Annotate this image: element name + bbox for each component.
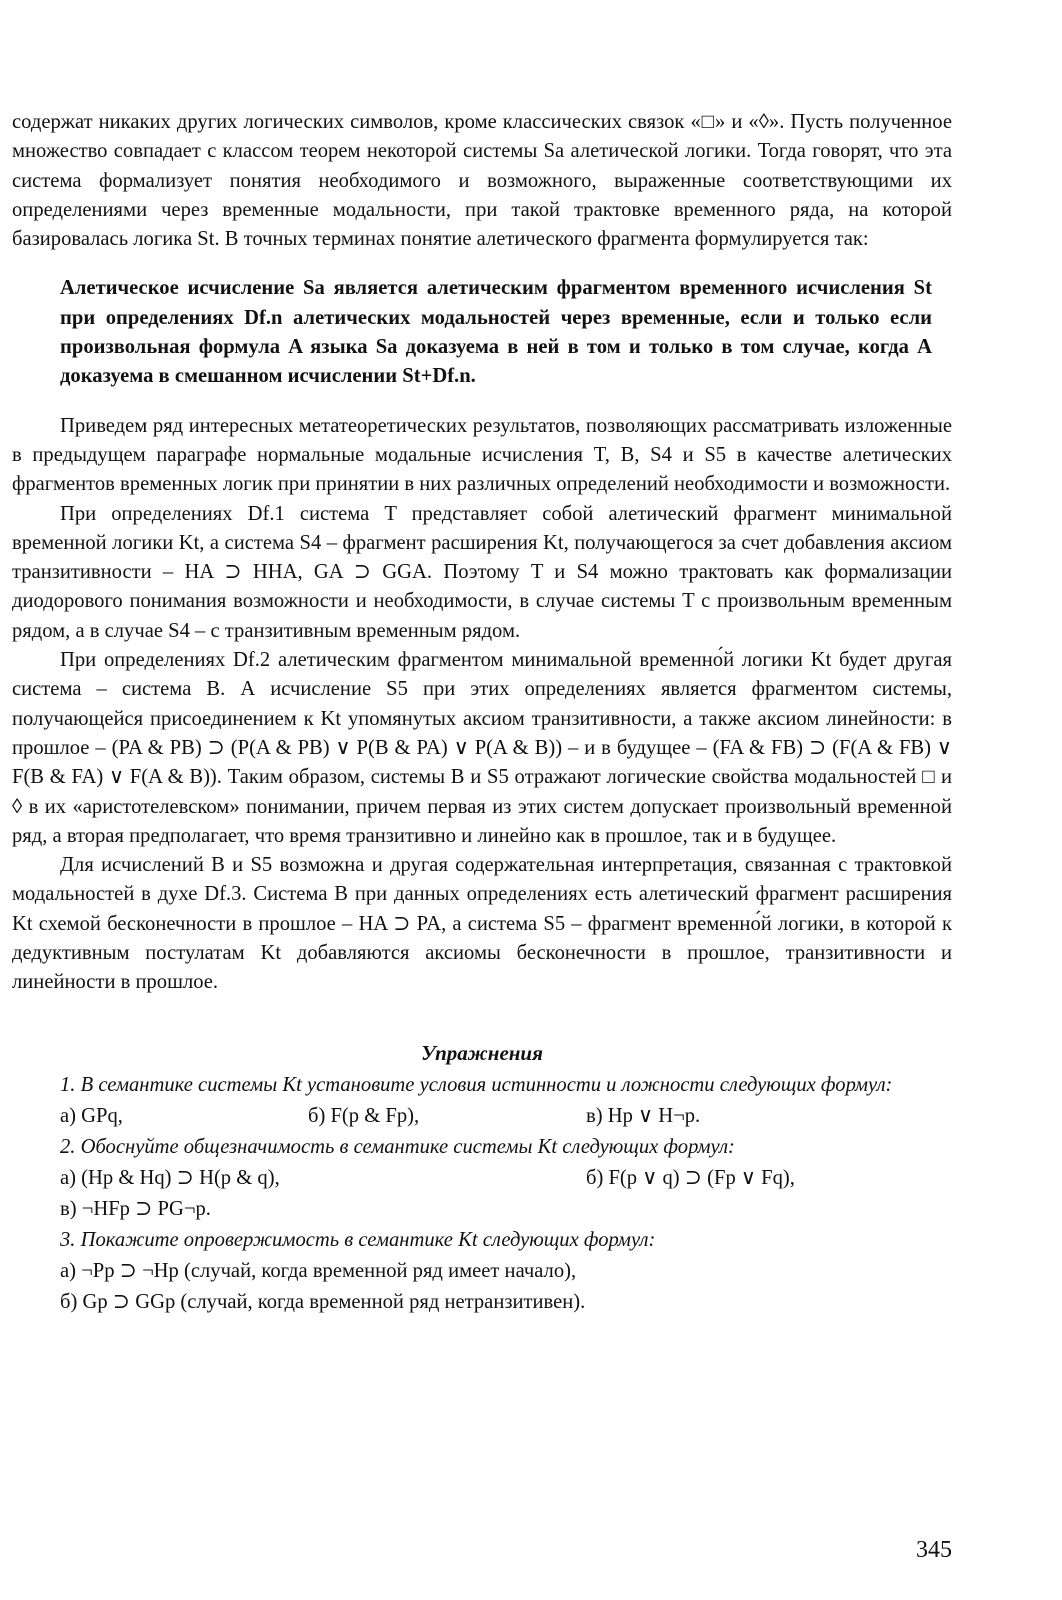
option-a: а) ¬Pp ⊃ ¬Hp (случай, когда временной ряд имеет начало), <box>60 1259 577 1282</box>
definition-block: Алетическое исчисление Sa является алетическим фрагментом временного исчисления St при определениях Df.n алетических модальностей через временные, если и только если произвольная формула A языка Sa доказуема в ней в том и только в том случае, когда A доказуема в смешанном исчислении St+Df.n. <box>60 277 932 388</box>
option-b: б) F(p ∨ q) ⊃ (Fp ∨ Fq), <box>586 1166 795 1189</box>
page-body <box>12 108 952 1318</box>
paragraph-4: Для исчислений B и S5 возможна и другая содержательная интерпретация, связанная с трактовкой модальностей в духе Df.3. Система B при данных определениях есть алетический фрагмент расширения Kt схемой бесконечности в прошлое – HA ⊃ PA, а система S5 – фрагмент временно́й логики, в которой к дедуктивным постулатам Kt добавляются аксиомы бесконечности в прошлое, транзитивности и линейности в прошлое. <box>12 854 952 994</box>
exercise-1-text: 1. В семантике системы Kt установите условия истинности и ложности следующих формул: <box>60 1073 893 1096</box>
option-c: в) ¬HFp ⊃ PG¬p. <box>60 1197 211 1220</box>
exercise-1-options <box>60 1101 952 1132</box>
exercise-2 <box>60 1132 952 1163</box>
exercise-2-options-row2 <box>60 1194 952 1225</box>
paragraph-1: Приведем ряд интересных метатеоретических результатов, позволяющих рассматривать изложенные в предыдущем параграфе нормальные модальные исчисления T, B, S4 и S5 в качестве алетических фрагментов временных логик при принятии в них различных определений необходимости и возможности. <box>12 414 952 496</box>
option-b: б) Gp ⊃ GGp (случай, когда временной ряд нетранзитивен). <box>60 1290 586 1313</box>
exercise-3-option-a-row <box>60 1256 952 1287</box>
paragraph-2: При определениях Df.1 система T представляет собой алетический фрагмент минимальной временной логики Kt, а система S4 – фрагмент расширения Kt, получающегося за счет добавления аксиом транзитивности – HA ⊃ HHA, GA ⊃ GGA. Поэтому T и S4 можно трактовать как формализации диодорового понимания возможности и необходимости, в случае системы T с произвольным временным рядом, а в случае S4 – с транзитивным временным рядом. <box>12 502 952 642</box>
exercise-3-text: 3. Покажите опровержимость в семантике Kt следующих формул: <box>60 1228 656 1251</box>
exercises-heading: Упражнения <box>421 1040 543 1065</box>
exercise-2-options <box>60 1163 952 1194</box>
option-c: в) Hp ∨ H¬p. <box>586 1104 701 1127</box>
exercise-3 <box>60 1225 952 1256</box>
intro-paragraph: содержат никаких других логических символов, кроме классических связок «□» и «◊». Пусть полученное множество совпадает с классом теорем некоторой системы Sa алетической логики. Тогда говорят, что эта система формализует понятия необходимого и возможного, выраженные соответствующими их определениями через временные модальности, при такой трактовке временного ряда, на которой базировалась логика St. В точных терминах понятие алетического фрагмента формулируется так: <box>12 111 952 251</box>
option-b: б) F(p & Fp), <box>308 1104 420 1127</box>
exercise-3-option-b-row <box>60 1287 952 1318</box>
exercise-1 <box>12 1070 952 1101</box>
paragraph-3: При определениях Df.2 алетическим фрагментом минимальной временно́й логики Kt будет другая система – система B. А исчисление S5 при этих определениях является фрагментом системы, получающейся присоединением к Kt упомянутых аксиом транзитивности, а также аксиом линейности: в прошлое – (PA & PB) ⊃ (P(A & PB) ∨ P(B & PA) ∨ P(A & B)) – и в будущее – (FA & FB) ⊃ (F(A & FB) ∨ F(B & FA) ∨ F(A & B)). Таким образом, системы B и S5 отражают логические свойства модальностей □ и ◊ в их «аристотелевском» понимании, причем первая из этих систем допускает произвольный временной ряд, а вторая предполагает, что время транзитивно и линейно как в прошлое, так и в будущее. <box>12 649 952 847</box>
exercises-list <box>60 1070 952 1318</box>
option-a: а) GPq, <box>60 1104 123 1127</box>
page-number: 345 <box>916 1537 952 1563</box>
exercise-2-text: 2. Обоснуйте общезначимость в семантике системы Kt следующих формул: <box>60 1135 735 1158</box>
option-a: а) (Hp & Hq) ⊃ H(p & q), <box>60 1166 280 1189</box>
